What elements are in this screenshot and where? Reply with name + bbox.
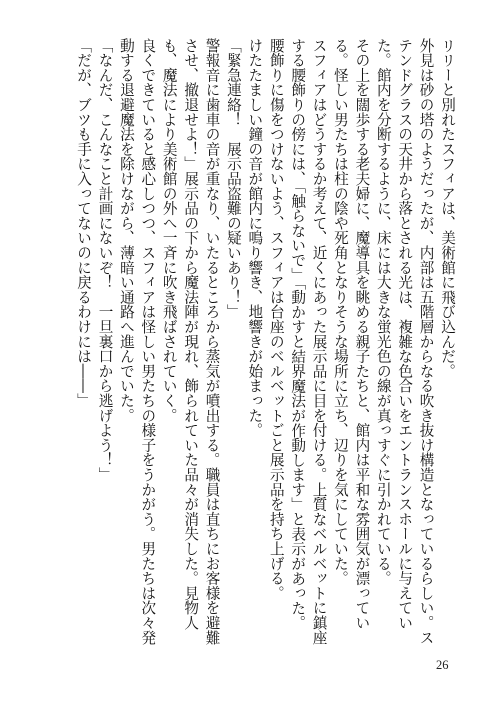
paragraph-9: 良くできていると感心しつつ、スフィアは怪しい男たちの様子をうかがう。男たちは次々発動する退避魔法を除けながら、薄暗い通路へ進んでいた。: [117, 38, 157, 645]
paragraph-2: 外見は砂の塔のようだったが、内部は五階層からなる吹き抜け構造となっているらしい。ステンドグラスの天井から落とされる光は、複雑な色合いをエントランスホールに与えていた。館内を分断するように、床には大きな蛍光色の線が真っすぐに引かれている。: [374, 38, 435, 645]
paragraph-10: 「なんだ、こんなこと計画にないぞ！ 一旦裏口から逃げよう！」: [96, 38, 114, 482]
paragraph-5: 腰飾りに傷をつけないよう、スフィアは台座のベルベットごと展示品を持ち上げる。: [267, 38, 285, 601]
vertical-text-body: [38, 38, 458, 648]
paragraph-1: リリーと別れたスフィアは、美術館に飛び込んだ。: [439, 38, 456, 379]
text-body-frame: [38, 38, 458, 648]
paragraph-6: けたたましい鐘の音が館内に鳴り響き、地響きが始まった。: [246, 38, 264, 438]
page-number: 26: [436, 658, 449, 672]
paragraph-4: スフィアはどうするか考えて、近くにあった展示品に目を付ける。上質なベルベットに鎮座する腰飾りの傍には、「触らないで」「動かすと結界魔法が作動します」と表示があった。: [289, 38, 328, 645]
paragraph-7: 「緊急連絡！ 展示品盗難の疑いあり！」: [224, 38, 242, 320]
paragraph-3: その上を闊歩する老夫婦に、魔導具を眺める親子たちと、館内は平和な雰囲気が漂っている。怪しい男たちは柱の陰や死角となりそうな場所に立ち、辺りを気にしていた。: [331, 38, 371, 630]
paragraph-11: 「だが、ブツも手に入ってないのに戻るわけには――」: [75, 38, 93, 408]
paragraph-8: 警報音に歯車の音が重なり、いたるところから蒸気が噴出する。職員は直ちにお客様を避難させ、撤退せよ！」展示品の下から魔法陣が現れ、飾られていた品々が消失した。見物人も、魔法により美術館の外へ一斉に吹き飛ばされていく。: [160, 38, 221, 645]
